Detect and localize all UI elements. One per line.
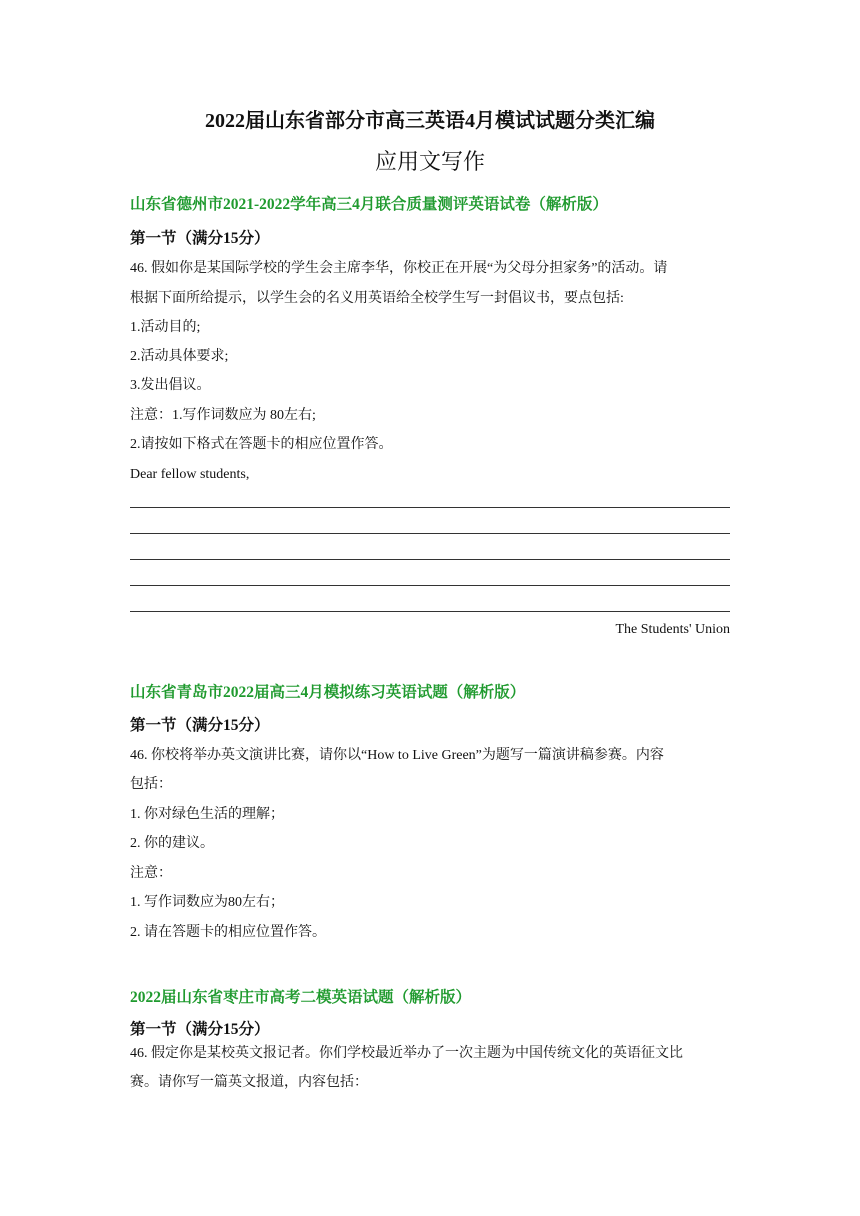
question-text: 46. 你校将举办英文演讲比赛，请你以“How to Live Green”为题写一篇演讲稿参赛。内容 <box>130 748 664 763</box>
note-text: 2. 请在答题卡的相应位置作答。 <box>130 925 326 940</box>
point-item: 2.活动具体要求; <box>130 349 229 364</box>
section-label: 第一节（满分15分） <box>130 1021 270 1038</box>
source-heading-dezhou: 山东省德州市2021-2022学年高三4月联合质量测评英语试卷（解析版） <box>130 196 608 213</box>
note-label: 注意： <box>130 866 172 881</box>
section-label: 第一节（满分15分） <box>130 230 270 247</box>
source-heading-zaozhuang: 2022届山东省枣庄市高考二模英语试题（解析版） <box>130 989 472 1006</box>
question-text: 赛。请你写一篇英文报道，内容包括： <box>130 1075 368 1090</box>
point-item: 3.发出倡议。 <box>130 378 211 393</box>
note-text: 2.请按如下格式在答题卡的相应位置作答。 <box>130 437 393 452</box>
question-text: 46. 假如你是某国际学校的学生会主席李华，你校正在开展“为父母分担家务”的活动。请 <box>130 261 668 276</box>
note-text: 1. 写作词数应为80左右； <box>130 895 284 910</box>
question-text: 包括： <box>130 777 172 792</box>
source-heading-qingdao: 山东省青岛市2022届高三4月模拟练习英语试题（解析版） <box>130 684 526 701</box>
document-title: 2022届山东省部分市高三英语4月模试试题分类汇编 <box>205 110 655 132</box>
answer-line <box>130 585 730 586</box>
answer-line <box>130 507 730 508</box>
note-text: 注意：1.写作词数应为 80左右; <box>130 408 316 423</box>
question-text: 根据下面所给提示，以学生会的名义用英语给全校学生写一封倡议书，要点包括: <box>130 291 624 306</box>
answer-line <box>130 559 730 560</box>
letter-greeting: Dear fellow students, <box>130 467 250 482</box>
point-item: 1. 你对绿色生活的理解； <box>130 807 284 822</box>
letter-signature: The Students' Union <box>615 622 730 637</box>
document-subtitle: 应用文写作 <box>374 149 485 174</box>
point-item: 2. 你的建议。 <box>130 836 214 851</box>
question-text: 46. 假定你是某校英文报记者。你们学校最近举办了一次主题为中国传统文化的英语征文比 <box>130 1046 683 1061</box>
section-label: 第一节（满分15分） <box>130 717 270 734</box>
answer-line <box>130 611 730 612</box>
answer-line <box>130 533 730 534</box>
point-item: 1.活动目的; <box>130 320 201 335</box>
